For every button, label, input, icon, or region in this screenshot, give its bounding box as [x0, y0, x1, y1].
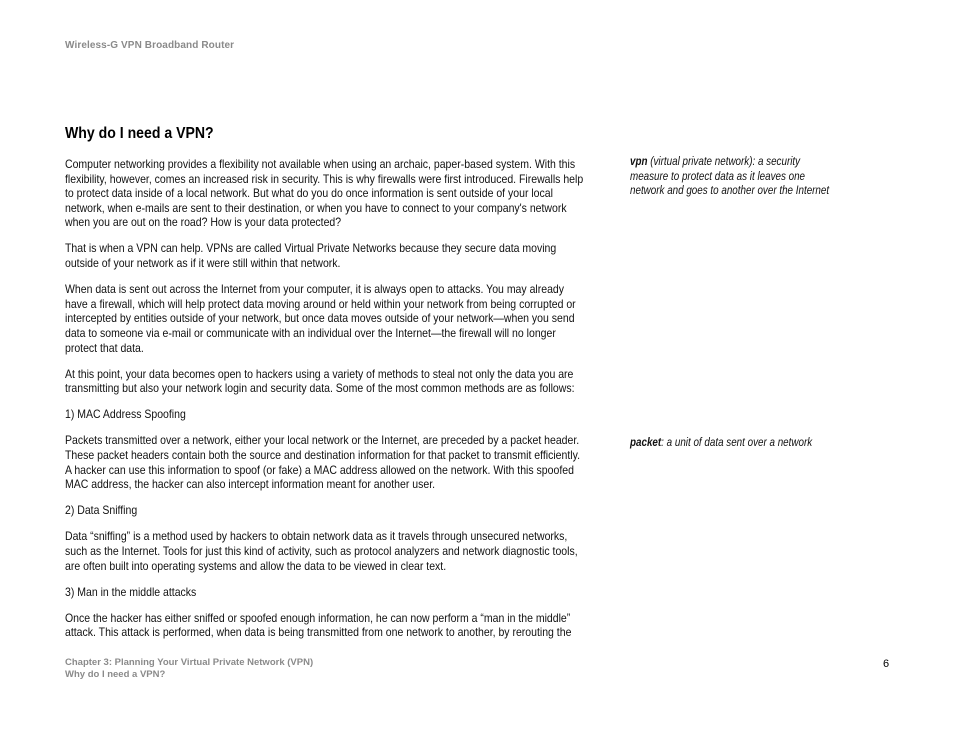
- glossary-term-packet: packet: [630, 435, 662, 449]
- section-title: Why do I need a VPN?: [65, 125, 214, 142]
- glossary-definition-vpn: (virtual private network): a security measure to protect data as it leaves one network and goes to another over the Internet: [630, 154, 830, 198]
- footer: [65, 657, 313, 681]
- body-text: [65, 157, 586, 651]
- list-heading-man-in-middle: 3) Man in the middle attacks: [65, 584, 197, 599]
- paragraph-mac-spoofing: Packets transmitted over a network, either your local network or the Internet, are preceded by a packet header. These packet headers contain both the source and destination information for that packet to transmit efficiently. A hacker can use this information to spoof (or fake) a MAC address allowed on the network. With this spoofed MAC address, the hacker can also intercept information meant for another user.: [65, 433, 580, 492]
- footer-section: Why do I need a VPN?: [65, 669, 166, 680]
- glossary-packet: [630, 435, 835, 450]
- paragraph-man-in-middle: Once the hacker has either sniffed or spoofed enough information, he can now perform a “man in the middle” attack. This attack is performed, when data is being transmitted from one network to another, by rerouting the: [65, 610, 572, 640]
- glossary-vpn: [630, 154, 835, 198]
- footer-chapter: Chapter 3: Planning Your Virtual Private Network (VPN): [65, 657, 314, 668]
- paragraph-intro: Computer networking provides a flexibility not available when using an archaic, paper-based system. With this flexibility, however, comes an increased risk in security. This is why firewalls were first introduced. Firewalls help to protect data inside of a local network. But what do you do once information is sent outside of your local network, when e-mails are sent to their destination, or when you have to connect to your company's network when you are out on the road? How is your data protected?: [65, 157, 584, 230]
- paragraph-hackers: At this point, your data becomes open to hackers using a variety of methods to steal not only the data you are transmitting but also your network login and security data. Some of the most common methods are as follows:: [65, 366, 575, 396]
- glossary-term-vpn: vpn: [630, 154, 648, 168]
- paragraph-attacks: When data is sent out across the Internet from your computer, it is always open to attacks. You may already have a firewall, which will help protect data moving around or held within your network from being corrupted or intercepted by entities outside of your network, but once data moves outside of your network—when you send data to someone via e-mail or communicate with an individual over the Internet—the firewall will no longer protect that data.: [65, 282, 576, 355]
- paragraph-data-sniffing: Data “sniffing” is a method used by hackers to obtain network data as it travels through unsecured networks, such as the Internet. Tools for just this kind of activity, such as protocol analyzers and network diagnostic tools, are often built into operating systems and allow the data to be viewed in clear text.: [65, 529, 578, 573]
- page-number: 6: [883, 658, 890, 670]
- running-header: Wireless-G VPN Broadband Router: [65, 40, 235, 51]
- paragraph-vpn-help: That is when a VPN can help. VPNs are called Virtual Private Networks because they secure data moving outside of your network as if it were still within that network.: [65, 241, 557, 271]
- glossary-definition-packet: : a unit of data sent over a network: [661, 435, 813, 449]
- list-heading-mac-spoofing: 1) MAC Address Spoofing: [65, 407, 186, 422]
- list-heading-data-sniffing: 2) Data Sniffing: [65, 503, 138, 518]
